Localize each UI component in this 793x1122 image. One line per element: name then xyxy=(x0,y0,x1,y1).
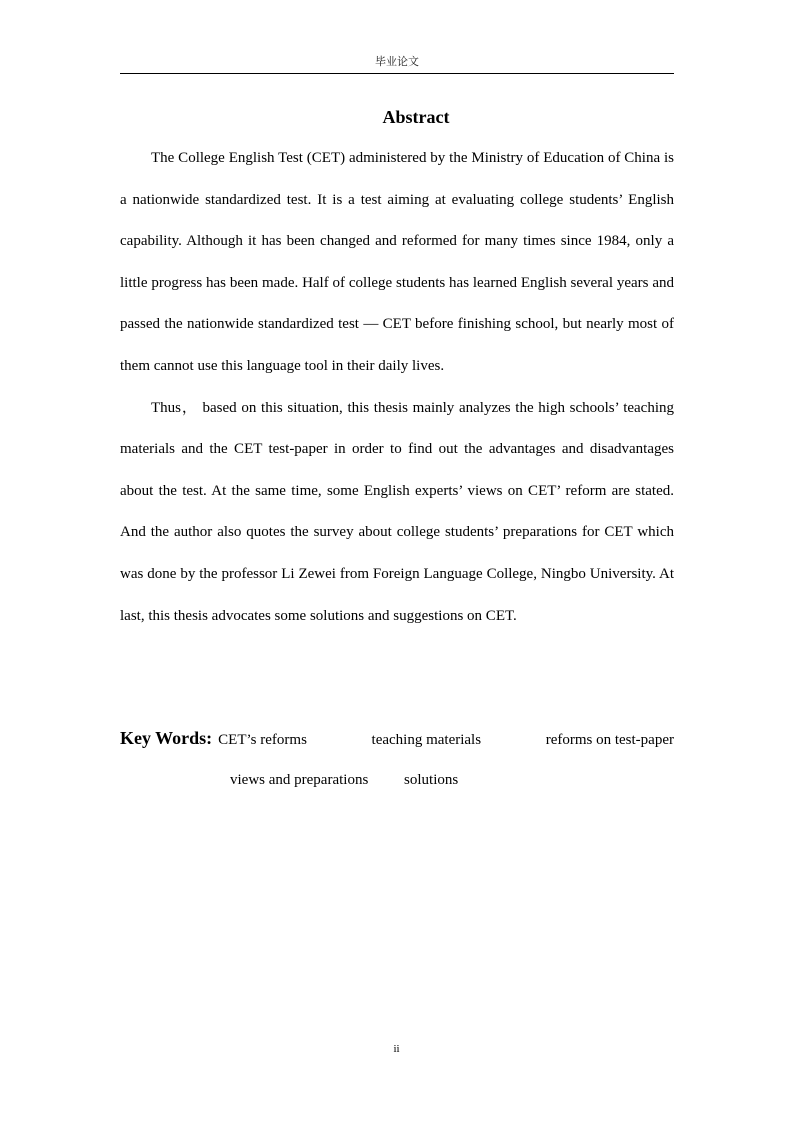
keyword-item: views and preparations xyxy=(230,772,369,788)
keyword-item: solutions xyxy=(404,772,459,788)
keywords-line-2 xyxy=(230,772,458,789)
page-number: ii xyxy=(393,1043,400,1055)
keyword-item: CET’s reforms xyxy=(218,732,307,748)
abstract-paragraph-2: Thus， based on this situation, this thesis mainly analyzes the high schools’ teaching materials and the CET test-paper in order to find out the advantages and disadvantages about the test. At the same time, some English experts’ views on CET’ reform are stated. And the author also quotes the survey about college students’ preparations for CET which was done by the professor Li Zewei from Foreign Language College, Ningbo University. At last, this thesis advocates some solutions and suggestions on CET. xyxy=(120,399,674,624)
keyword-item: teaching materials xyxy=(371,732,482,748)
keywords-line-1 xyxy=(120,728,674,756)
abstract-body xyxy=(120,138,674,637)
running-header: 毕业论文 xyxy=(375,55,419,68)
keywords-section xyxy=(120,728,674,788)
keyword-item: reforms on test-paper xyxy=(545,732,674,748)
keywords-label: Key Words: xyxy=(120,728,213,748)
header-divider xyxy=(120,73,674,74)
abstract-title: Abstract xyxy=(382,107,450,127)
abstract-paragraph-1: The College English Test (CET) administered by the Ministry of Education of China is a nationwide standardized test. It is a test aiming at evaluating college students’ English capability. Although it has been changed and reformed for many times since 1984, only a little progress has been made. Half of college students has learned English several years and passed the nationwide standardized test — CET before finishing school, but nearly most of them cannot use this language tool in their daily lives. xyxy=(120,150,674,374)
